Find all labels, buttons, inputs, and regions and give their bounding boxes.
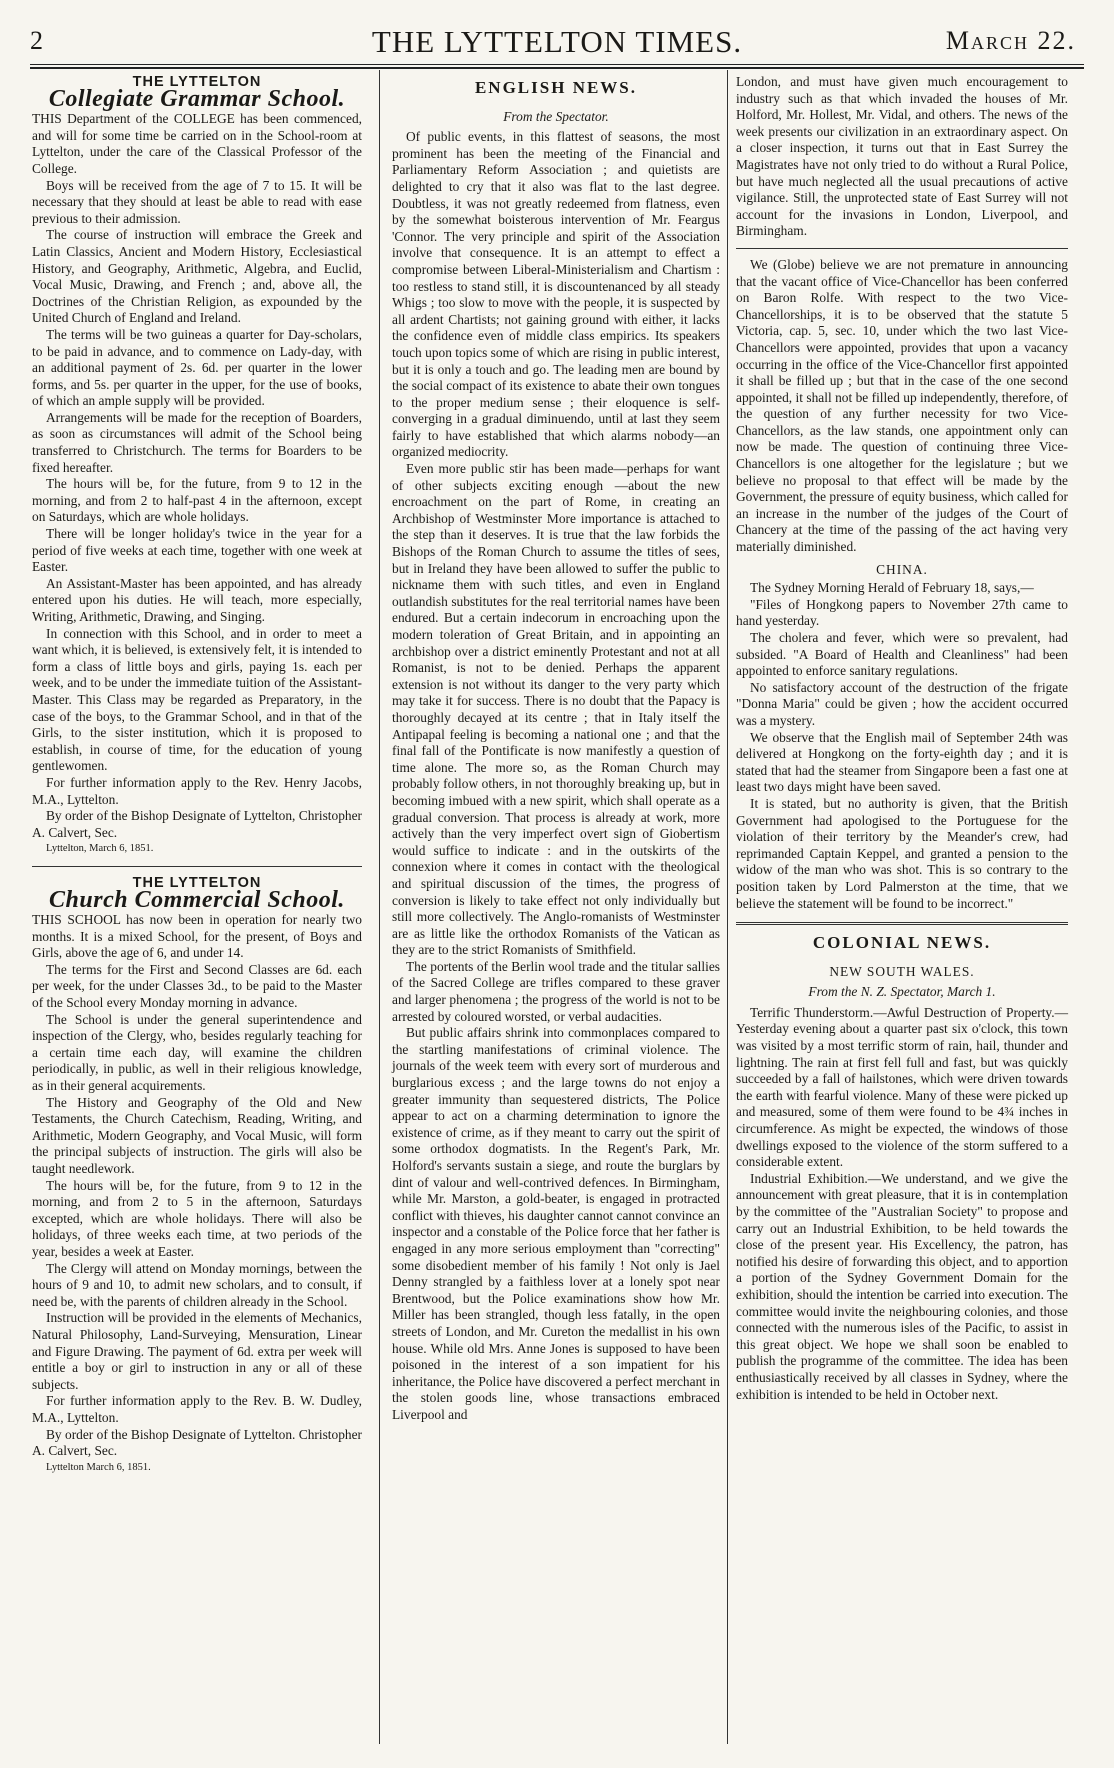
article-paragraph: London, and must have given much encouragement to industry such as that which invaded the houses of Mr. Holford, Mr. Hollest, Mr. Vidal, and others. The news of the week presents our civilization in an extraordinary aspect. On a closer inspection, it turns out that in East Surrey the Magistrates have not only tried to do without a Rural Police, but have much neglected all the usual precautions of active vigilance. Still, the unprotected state of East Surrey will not account for the invasions in London, Liverpool, and Birmingham. [736,74,1068,239]
article-paragraph: Terrific Thunderstorm.—Awful Destruction of Property.—Yesterday evening about a quarter past six o'clock, this town was visited by a most terrific storm of rain, hail, thunder and lightning. The rain at first fell full and fast, but was quickly succeeded by a fall of hailstones, which were driven towards the earth with fearful violence. Many of these were picked up and measured, some of them were found to be 4¾ inches in circumference. As might be expected, the windows of those dwellings exposed to the violence of the storm suffered to a considerable extent. [736,1004,1068,1170]
column-divider [727,70,728,1744]
article-separator [736,248,1068,249]
issue-date: March 22. [945,26,1076,55]
ad-small-heading: THE LYTTELTON [132,874,262,891]
article-paragraph: Industrial Exhibition.—We understand, and we give the announcement with great pleasure, that it is in contemplation by the committee of the "Australian Society" to propose and carry out an Industrial Exhibition, to be held towards the close of the present year. His Excellency, the patron, has notified his desire of forwarding this object, and to apportion a portion of the Sydney Government Domain for the exhibition, should the intention be carried into execution. The committee would invite the neighbouring colonies, and those connected with the numerous isles of the Pacific, to assist in this great object. We hope we shall soon be enabled to publish the programme of the committee. The idea has been enthusiastically received by all classes in Sydney, where the exhibition is intended to be held in October next. [736,1170,1068,1402]
ad-heading: Church Commercial School. [49,886,345,913]
article-paragraph: "Files of Hongkong papers to November 27th came to hand yesterday. [736,596,1068,629]
article-paragraph: Of public events, in this flattest of seasons, the most prominent has been the meeting of the Financial and Parliamentary Reform Association ; and quietists are delighted to cry that it also was flat to the last degree. Doubtless, it was not greatly redeemed from flatness, even by the somewhat boisterous intervention of Mr. Feargus 'Connor. The very principle and spirit of the Association involve that consequence. It is an attempt to effect a compromise between Liberal-Ministerialism and Chartism : too restless to stand still, it is discountenanced by all steady Whigs ; too slow to move with the people, it is suspected by all ardent Chartists; not gaining ground with either, it lacks the confidence even of middle class empirics. Its speakers touch upon topics some of which are rising in public interest, but it is only a touch and go. The leading men are bound by the social compact of its existence to abate their own tongues to the proper medium sense ; their eloquence is self-converging in a gradual diminuendo, until at last they seem fairly to have established that which alarms nobody—an organized mediocrity. [392,129,720,460]
ad-separator [32,866,362,867]
column-advertisements [32,74,362,1476]
article-paragraph: The Sydney Morning Herald of February 18, says,— [750,580,1034,596]
ad-paragraph: The Clergy will attend on Monday mornings, between the hours of 9 and 10, to admit new scholars, and to consult, if need be, with the parents of children already in the School. [32,1260,362,1309]
ad-paragraph: THIS Department of the COLLEGE has been commenced, and will for some time be carried on in the School-room at Lyttelton, under the care of the Classical Professor of the College. [32,111,362,176]
ad-signature: By order of the Bishop Designate of Lyttelton, Christopher A. Calvert, Sec. [32,808,362,840]
ad-paragraph: For further information apply to the Rev. Henry Jacobs, M.A., Lyttelton. [32,774,362,807]
header-rule [30,64,1084,69]
grammar-school-ad [32,74,362,858]
article-paragraph: We observe that the English mail of September 24th was delivered at Hongkong on the forty-eighth day ; and it is stated that had the steamer from Singapore been a fast one at least two days might have been saved. [736,729,1068,795]
ad-paragraph: There will be longer holiday's twice in the year for a period of five weeks at each time, together with one week at Easter. [32,526,362,575]
article-paragraph: But public affairs shrink into commonplaces compared to the startling manifestations of criminal violence. The journals of the week teem with every sort of murderous and burglarious excess ; and the large towns do not enjoy a greater immunity than sequestered districts, The Police appear to act on a charming determination to ignore the existence of crime, as if they meant to carry out the spirit of some orthodox dogmatists. In the Regent's Park, Mr. Holford's servants sustain a siege, and route the burglars by dint of valour and well-contrived defences. In Birmingham, while Mr. Marston, a gold-beater, is engaged in protracted conflict with thieves, his daughter cannot cannot convince an inspector and a constable of the Police force that her father is engaged in any more serious employment than "correcting" some disobedient member of his family ! Not only is Jael Denny strangled by a faithless lover at a lonely spot near Brentwood, but the Police examinations show how Mr. Miller has been strangled, though less fatally, in the open streets of London, and Mr. Cureton the medallist in his own house. While old Mrs. Anne Jones is supposed to have been poisoned in the interest of a son impatient for his inheritance, the Police have discovered a perfect merchant in the stolen goods line, whose transactions embraced Liverpool and [392,1025,720,1422]
article-paragraph: The portents of the Berlin wool trade and the titular sallies of the Sacred College are trifles compared to these graver and larger phenomena ; the progress of the world is not to be arrested by coloured worsted, or verbal audacities. [392,958,720,1024]
ad-paragraph: THIS SCHOOL has now been in operation for nearly two months. It is a mixed School, for the present, of Boys and Girls, above the age of 6, and under 14. [32,912,362,961]
column-english-news [392,74,720,1424]
article-paragraph: No satisfactory account of the destruction of the frigate "Donna Maria" could be given ; how the accident occurred was a mystery. [736,679,1068,728]
ad-dateline: Lyttelton, March 6, 1851. [46,843,154,855]
page-number: 2 [30,26,43,55]
ad-paragraph: In connection with this School, and in order to meet a want which, it is believed, is extensively felt, it is intended to form a class of little boys and girls, paying 1s. each per week, and to be under the immediate tuition of the Assistant-Master. This Class may be regarded as Preparatory, in the case of the boys, to the Grammar School, and in that of the Girls, to the sister institution, which it is proposed to establish, in course of time, for the education of young gentlewomen. [32,625,362,774]
article-paragraph: It is stated, but no authority is given, that the British Government had apologised to the Portuguese for the violation of their territory by the Meander's crew, had reprimanded Captain Keppel, and granted a pension to the widow of the man who was shot. This is so contrary to the position taken by Lord Palmerston at the time, that we believe the statement will be found to be incorrect." [736,795,1068,911]
ad-paragraph: The School is under the general superintendence and inspection of the Clergy, who, besides regularly teaching for a certain time each day, will examine the children periodically, in public, as well in their religious knowledge, as in their general acquirements. [32,1011,362,1094]
article-source: From the Spectator. [503,108,609,124]
article-paragraph: We (Globe) believe we are not premature in announcing that the vacant office of Vice-Chancellor has been conferred on Baron Rolfe. With respect to the two Vice-Chancellorships, it is to be observed that the statute 5 Victoria, cap. 5, sec. 10, under which the two last Vice-Chancellors were appointed, provides that upon a vacancy occurring in the office of the Vice-Chancellor first appointed it shall be filled up ; but that in the case of the one second appointed, it shall not be filled up independently, therefore, of the question of any further necessity for two Vice-Chancellors, as the law stands, one appointment only can now be made. The question of continuing three Vice-Chancellors is one altogether for the legislature ; but we believe no proposal to that effect will be made by the Government, the pressure of equity business, which called for an increase in the number of the judges of the Court of Chancery at the time of the passing of the act having very materially diminished. [736,256,1068,555]
ad-signature: By order of the Bishop Designate of Lyttelton. Christopher A. Calvert, Sec. [32,1426,362,1459]
ad-paragraph: Boys will be received from the age of 7 to 15. It will be necessary that they should at least be able to read with ease previous to their admission. [32,177,362,226]
commercial-school-ad [32,875,362,1476]
ad-heading: Collegiate Grammar School. [48,85,346,112]
ad-paragraph: The hours will be, for the future, from 9 to 12 in the morning, and from 2 to half-past 4 in the afternoon, except on Saturdays, which are whole holidays. [32,476,362,525]
ad-paragraph: The hours will be, for the future, from 9 to 12 in the morning, and from 2 to 5 in the afternoon, Saturdays excepted, which are whole holidays. There will also be holidays, of three weeks each time, at two periods of the year, besides a week at Easter. [32,1177,362,1259]
ad-paragraph: The terms for the First and Second Classes are 6d. each per week, for the under Classes 3d., to be paid to the Master of the School every Monday morning in advance. [32,961,362,1011]
article-paragraph: The cholera and fever, which were so prevalent, had subsided. "A Board of Health and Cleanliness" had been appointed to enforce sanitary regulations. [736,630,1068,679]
article-paragraph: Even more public stir has been made—perhaps for want of other subjects exciting enough —about the new encroachment on the part of Rome, in creating an Archbishop of Westminster More importance is attached to the step than it deserves. It is true that the law forbids the Bishops of the Roman Church to assume the titles of sees, but in Ireland they have been allowed to suffer the public to nickname them with such titles, and even in England outlandish substitutes for the real territorial names have been endured. But a certain indecorum in encroaching upon the modern toleration of Great Britain, and in appointing an archbishop over a district eminently Protestant and not at all Romanist, is not to be denied. Perhaps the apparent extension is not without its danger to the very party which may take it for success. There is no doubt that the Papacy is thoroughly decayed at its centre ; that in Italy itself the Antipapal feeling is becoming a national one ; and that the final fall of the Pontificate is now manifestly a question of time alone. The more so, as the Roman Church may probably follow others, in not thoroughly breaking up, but in becoming imbued with a new spirit, which shall operate as a gradual conversion. That process is already at work, more actively than the very imperfect overt sign of Giobertism would suffice to indicate : and in the outskirts of the connexion where it comes in contact with the theological and spiritual discussion of the times, the progress of conversion is likely to take effect not only individually but still more collectively. The Anglo-romanists of Westminster are as little like the orthodox Romanists of the Vatican as they are to the strict Romanists of Smithfield. [392,461,720,958]
ad-paragraph: The History and Geography of the Old and New Testaments, the Church Catechism, Reading, Writing, and Arithmetic, Modern Geography, and Vocal Music, will form the principal subjects of instruction. The girls will also be taught needlework. [32,1094,362,1176]
ad-paragraph: The terms will be two guineas a quarter for Day-scholars, to be paid in advance, and to commence on Lady-day, with an additional payment of 2s. 6d. per quarter in the lower forms, and 5s. per quarter in the upper, for the use of books, of which an ample supply will be provided. [32,326,362,409]
ad-paragraph: For further information apply to the Rev. B. W. Dudley, M.A., Lyttelton. [32,1393,362,1425]
article-source: From the N. Z. Spectator, March 1. [808,984,996,1000]
section-title: COLONIAL NEWS. [812,933,992,953]
ad-paragraph: The course of instruction will embrace the Greek and Latin Classics, Ancient and Modern History, Ecclesiastical History, and Geography, Arithmetic, Algebra, and Euclid, Vocal Music, Drawing, and French ; and, above all, the Doctrines of the Christian Religion, as expounded by the United Church of England and Ireland. [32,227,362,326]
section-title: ENGLISH NEWS. [474,78,638,97]
china-heading: CHINA. [876,561,928,577]
ad-paragraph: Instruction will be provided in the elements of Mechanics, Natural Philosophy, Land-Surveying, Mensuration, Linear and Figure Drawing. The payment of 6d. extra per week will entitle a boy or girl to instruction in any or all of these subjects. [32,1310,362,1392]
ad-paragraph: Arrangements will be made for the reception of Boarders, as soon as circumstances will admit of the School being transferred to Christchurch. The terms for Boarders to be fixed hereafter. [32,409,362,475]
ad-small-heading: THE LYTTELTON [132,74,262,90]
ad-paragraph: An Assistant-Master has been appointed, and has already entered upon his duties. He will teach, more especially, Writing, Arithmetic, Drawing, and Singing. [32,575,362,624]
ad-dateline: Lyttelton March 6, 1851. [46,1461,151,1473]
column-news [736,74,1068,1403]
section-separator [736,922,1068,925]
column-divider [379,70,380,1744]
newspaper-title: THE LYTTELTON TIMES. [371,24,743,59]
region-heading: NEW SOUTH WALES. [829,963,975,979]
